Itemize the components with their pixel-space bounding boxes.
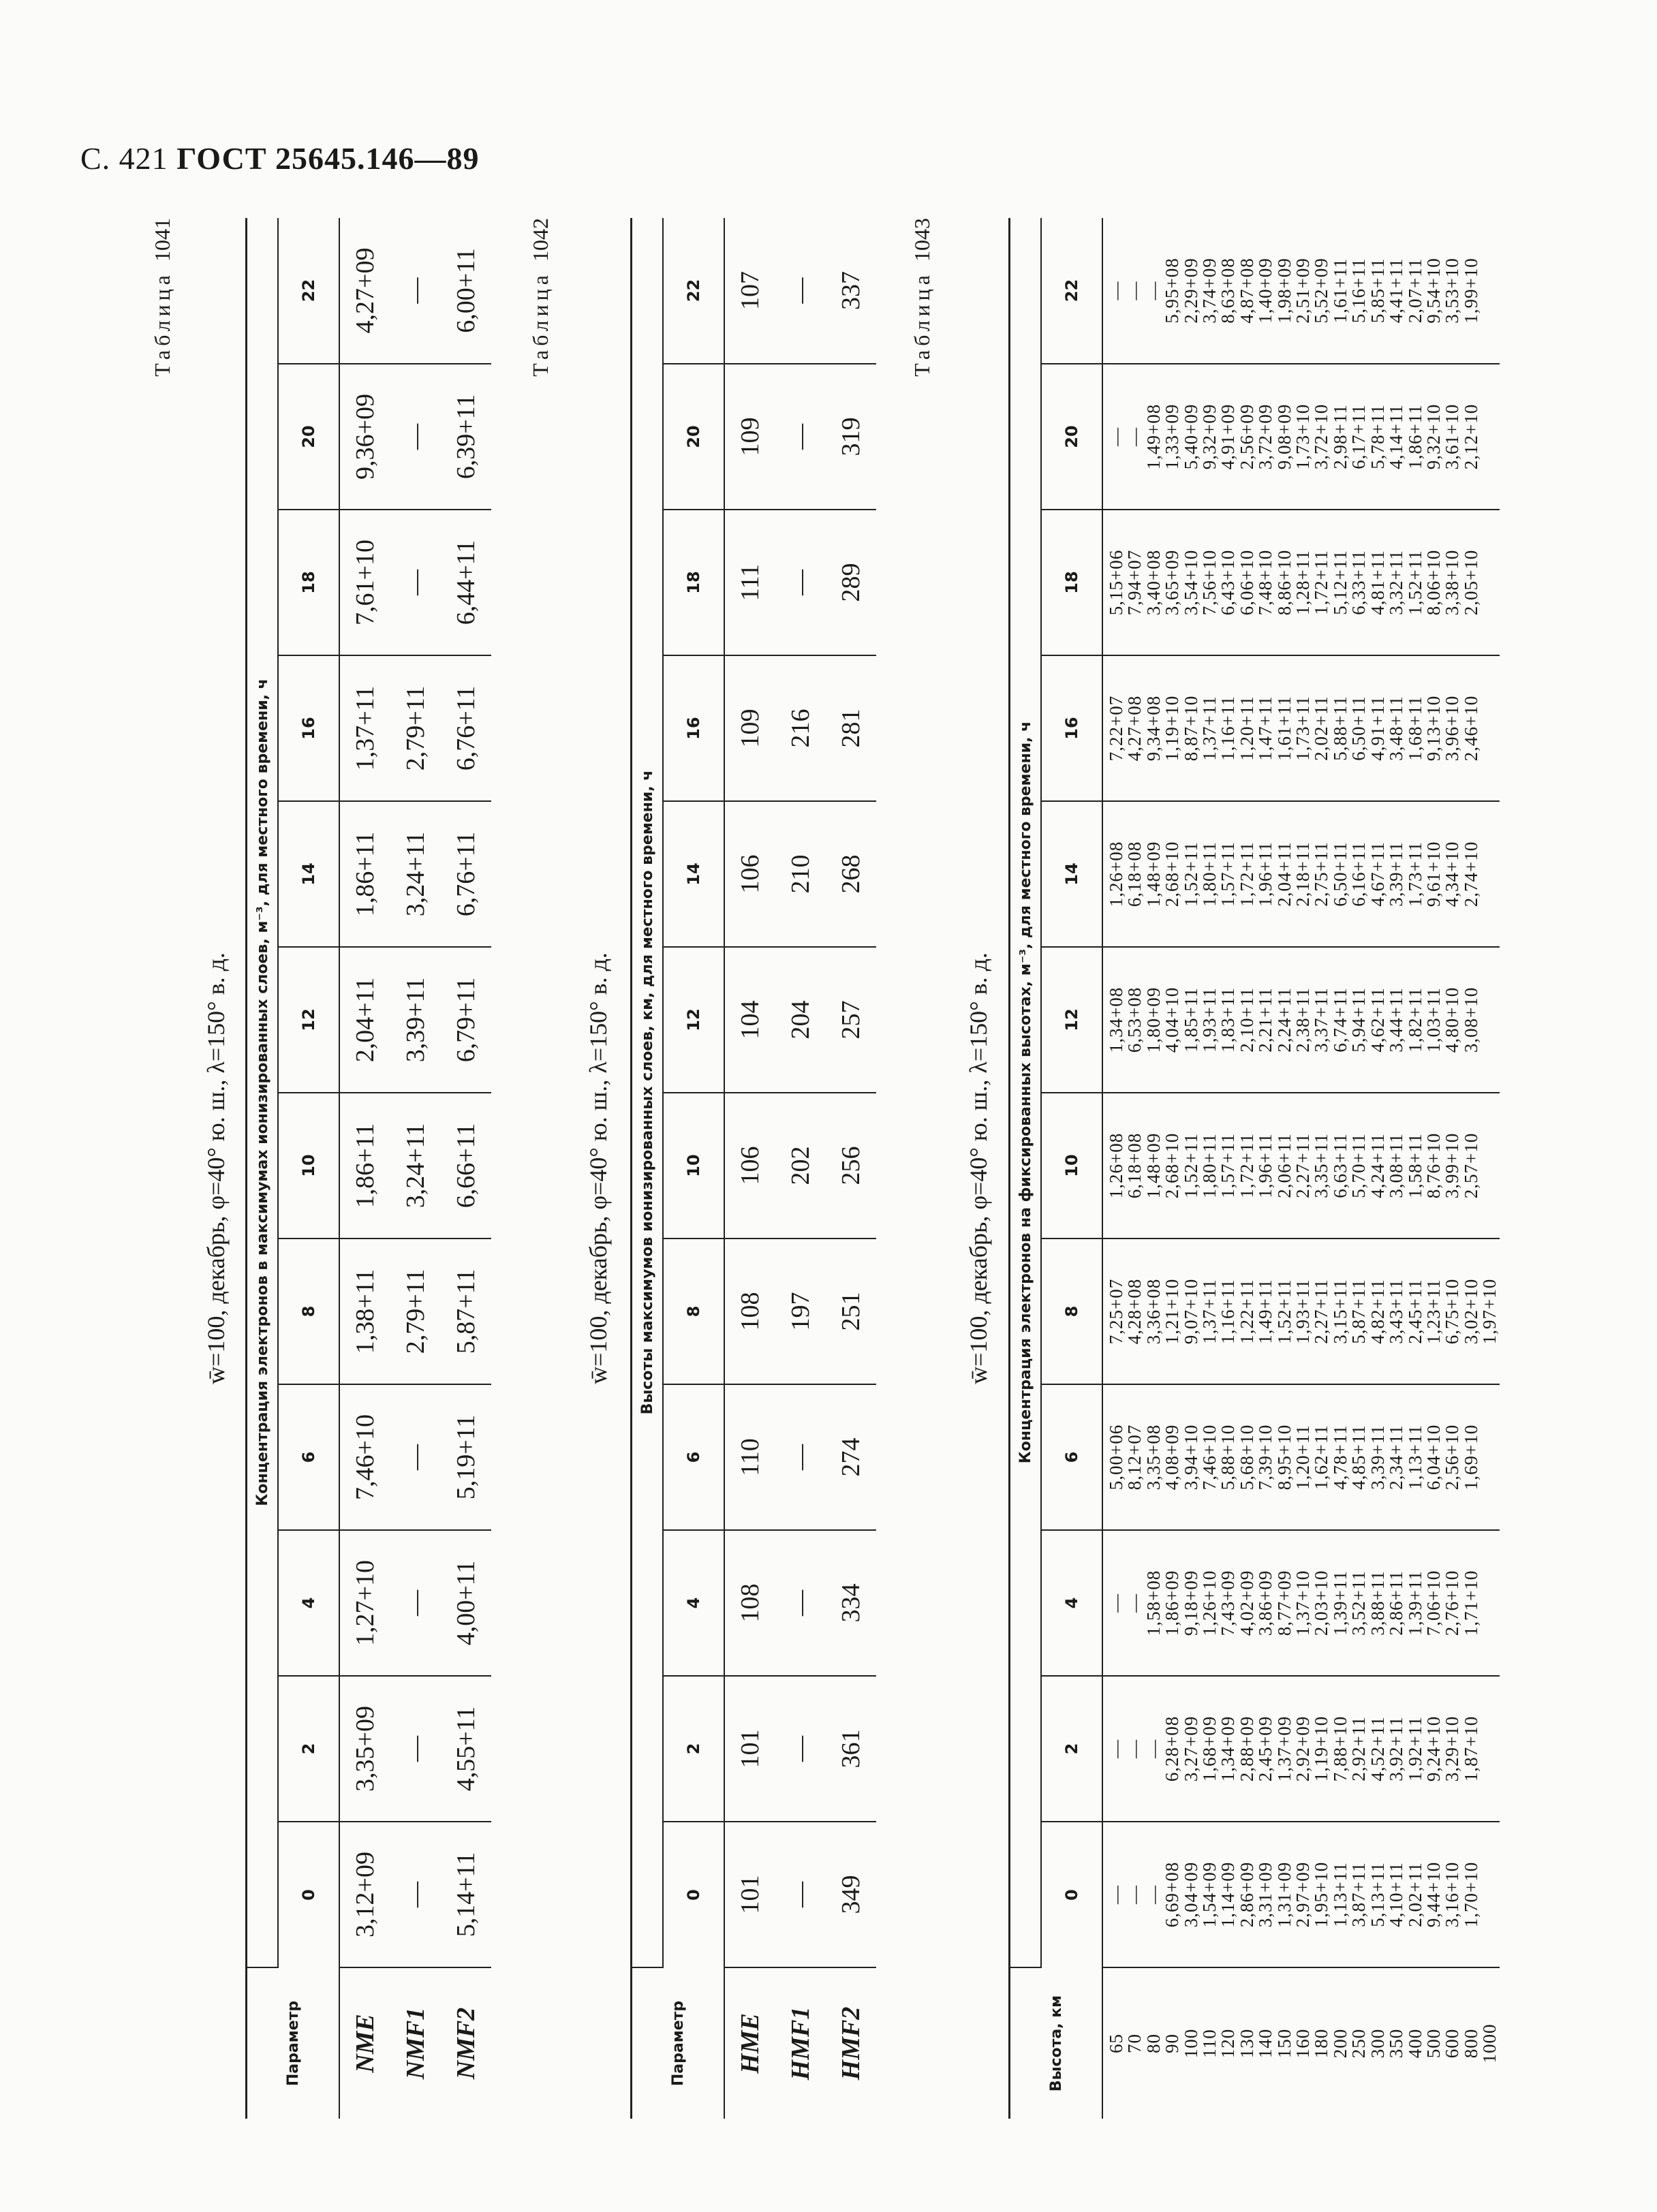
table-cell: 5,14+11: [441, 1822, 491, 1967]
table-cell: —: [390, 1822, 441, 1967]
table-cell: —: [775, 364, 826, 510]
table-cell: 197: [775, 1239, 826, 1384]
table-subtitle: w̄=100, декабрь, φ=40° ю. ш., λ=150° в. д.: [202, 952, 230, 1384]
table-cell: 110: [724, 1384, 775, 1530]
table-cell: 268: [826, 801, 876, 947]
value-column: 7,22+07 4,27+08 9,34+08 1,19+10 8,87+10 1,37+11 1,16+11 1,20+11 1,47+11 1,61+11 1,73+11 2,02+11 5,88+11 6,50+11 4,91+11 3,48+11 1,68+11 9,13+10 3,96+10 2,46+10: [1102, 655, 1500, 801]
table-cell: —: [390, 1384, 441, 1530]
table-cell: 210: [775, 801, 826, 947]
table-cell: 108: [724, 1239, 775, 1384]
param-name: NMF1: [401, 2007, 430, 2080]
table-cell: 251: [826, 1239, 876, 1384]
table-cell: 1,27+10: [339, 1530, 390, 1676]
hour-header: 12: [278, 947, 339, 1093]
table-cell: —: [775, 1676, 826, 1822]
table-cell: 2,04+11: [339, 947, 390, 1093]
hour-header: 14: [663, 801, 724, 947]
hour-header: 8: [1041, 1239, 1102, 1384]
rotated-content: [116, 218, 1533, 2119]
hour-header: 10: [663, 1093, 724, 1239]
group-header: Высоты максимумов ионизированных слоев, км, для местного времени, ч: [632, 218, 664, 1967]
hour-header: 16: [663, 655, 724, 801]
param-name: HMF2: [837, 2006, 865, 2081]
value-column: 7,25+07 4,28+08 3,36+08 1,21+10 9,07+10 1,37+11 1,16+11 1,22+11 1,49+11 1,52+11 1,93+11 2,27+11 3,15+11 5,87+11 4,82+11 3,43+11 2,45+11 1,23+11 6,75+10 3,02+10 1,97+10: [1102, 1239, 1500, 1384]
param-name: HMF1: [786, 2006, 815, 2081]
hour-header: 2: [1041, 1676, 1102, 1822]
table-cell: —: [775, 1822, 826, 1967]
hour-header: 0: [278, 1822, 339, 1967]
hour-header: 4: [1041, 1530, 1102, 1676]
table-cell: 3,12+09: [339, 1822, 390, 1967]
table-cell: 6,00+11: [441, 218, 491, 364]
table-cell: 106: [724, 801, 775, 947]
hour-header: 0: [1041, 1822, 1102, 1967]
table-cell: 111: [724, 510, 775, 655]
table-cell: —: [775, 510, 826, 655]
table-cell: 3,24+11: [390, 1093, 441, 1239]
table-cell: 6,76+11: [441, 801, 491, 947]
page-header: [80, 140, 480, 176]
table-cell: 337: [826, 218, 876, 364]
table-cell: —: [390, 1530, 441, 1676]
table-cell: —: [390, 364, 441, 510]
table-cell: —: [390, 510, 441, 655]
height-column: 65 70 80 90 100 110 120 130 140 150 160 180 200 250 300 350 400 500 600 800 1000: [1106, 2023, 1500, 2063]
table-1043: [1008, 218, 1500, 2119]
hour-header: 18: [278, 510, 339, 655]
table-cell: 361: [826, 1676, 876, 1822]
hour-header: 4: [663, 1530, 724, 1676]
page-number: С. 421: [80, 141, 168, 176]
value-column: 5,15+06 7,94+07 3,40+08 3,65+09 3,54+10 7,56+10 6,43+10 6,06+10 7,48+10 8,86+10 1,28+11 1,72+11 5,12+11 6,33+11 4,81+11 3,32+11 1,52+11 8,06+10 3,38+10 2,05+10: [1102, 510, 1500, 655]
value-column: — — 1,49+08 1,33+09 5,40+09 9,32+09 4,91+09 2,56+09 3,72+09 9,08+09 1,73+10 3,72+10 2,98+11 6,17+11 5,78+11 4,14+11 1,86+11 9,32+10 3,61+10 2,12+10: [1102, 364, 1500, 510]
table-cell: —: [390, 218, 441, 364]
table-cell: 5,87+11: [441, 1239, 491, 1384]
table-cell: 1,86+11: [339, 801, 390, 947]
table-cell: 2,79+11: [390, 1239, 441, 1384]
hour-header: 6: [663, 1384, 724, 1530]
value-column: 1,34+08 6,53+08 1,80+09 4,04+10 1,85+11 1,93+11 1,83+11 2,10+11 2,21+11 2,24+11 2,38+11 3,37+11 6,74+11 5,94+11 4,62+11 3,44+11 1,82+11 1,03+11 4,80+10 3,08+10: [1102, 947, 1500, 1093]
hour-header: 22: [663, 218, 724, 364]
hour-header: 12: [663, 947, 724, 1093]
hour-header: 18: [663, 510, 724, 655]
hour-header: 4: [278, 1530, 339, 1676]
hour-header: 16: [278, 655, 339, 801]
table-row: [724, 218, 775, 2119]
hour-header: 14: [278, 801, 339, 947]
table-cell: —: [390, 1676, 441, 1822]
table-cell: 2,79+11: [390, 655, 441, 801]
hour-header: 14: [1041, 801, 1102, 947]
table-cell: 108: [724, 1530, 775, 1676]
table-cell: 1,37+11: [339, 655, 390, 801]
table-cell: 289: [826, 510, 876, 655]
table-label: Таблица 1041: [150, 218, 174, 377]
value-column: — — — 6,28+08 3,27+09 1,68+09 1,34+09 2,88+09 2,45+09 1,37+09 2,92+09 1,19+10 7,88+10 2,92+11 4,52+11 3,92+11 1,92+11 9,24+10 3,29+10 1,87+10: [1102, 1676, 1500, 1822]
table-cell: 109: [724, 655, 775, 801]
table-cell: 3,35+09: [339, 1676, 390, 1822]
value-column: — — 1,58+08 1,86+09 9,18+09 1,26+10 7,43+09 4,02+09 3,86+09 8,77+09 1,37+10 2,03+10 1,39+11 3,52+11 3,88+11 2,86+11 1,39+11 7,06+10 2,76+10 1,71+10: [1102, 1530, 1500, 1676]
table-cell: 256: [826, 1093, 876, 1239]
hour-header: 6: [278, 1384, 339, 1530]
table-cell: 107: [724, 218, 775, 364]
table-cell: 257: [826, 947, 876, 1093]
group-header: Концентрация электронов на фиксированных высотах, м⁻³, для местного времени, ч: [1010, 218, 1042, 1967]
table-cell: 4,27+09: [339, 218, 390, 364]
table-label: Таблица 1042: [528, 218, 553, 377]
standard-code: ГОСТ 25645.146—89: [176, 141, 480, 176]
table-cell: 1,86+11: [339, 1093, 390, 1239]
hour-header: 2: [663, 1676, 724, 1822]
table-cell: 3,24+11: [390, 801, 441, 947]
group-header: Концентрация электронов в максимумах ионизированных слоев, м⁻³, для местного времени, ч: [247, 218, 279, 1967]
param-header: Параметр: [247, 1967, 340, 2119]
table-cell: 6,44+11: [441, 510, 491, 655]
hour-header: 12: [1041, 947, 1102, 1093]
table-cell: 6,79+11: [441, 947, 491, 1093]
table-1041: [245, 218, 491, 2119]
hour-header: 8: [663, 1239, 724, 1384]
table-cell: 6,66+11: [441, 1093, 491, 1239]
table-label: Таблица 1043: [910, 218, 934, 377]
table-1042-block: [501, 218, 882, 2119]
value-column: — — — 5,95+08 2,29+09 3,74+09 8,63+08 4,87+08 1,40+09 1,98+09 2,51+09 5,52+09 1,61+11 5,16+11 5,85+11 4,41+11 2,07+11 9,54+10 3,53+10 1,99+10: [1102, 218, 1500, 364]
table-cell: 1,38+11: [339, 1239, 390, 1384]
table-cell: —: [775, 1530, 826, 1676]
table-row: [826, 218, 876, 2119]
table-1042: [630, 218, 876, 2119]
table-1041-block: [116, 218, 501, 2119]
hour-header: 22: [1041, 218, 1102, 364]
param-name: HME: [736, 2013, 764, 2074]
table-cell: 4,55+11: [441, 1676, 491, 1822]
value-column: 1,26+08 6,18+08 1,48+09 2,68+10 1,52+11 1,80+11 1,57+11 1,72+11 1,96+11 2,04+11 2,18+11 2,75+11 6,50+11 6,16+11 4,67+11 3,39+11 1,73+11 9,61+10 4,34+10 2,74+10: [1102, 801, 1500, 947]
table-cell: 101: [724, 1822, 775, 1967]
table-cell: 5,19+11: [441, 1384, 491, 1530]
table-cell: 274: [826, 1384, 876, 1530]
hour-header: 22: [278, 218, 339, 364]
height-header: Высота, км: [1010, 1967, 1103, 2119]
table-row: [390, 218, 441, 2119]
table-subtitle: w̄=100, декабрь, φ=40° ю. ш., λ=150° в. д.: [965, 952, 992, 1384]
table-cell: 216: [775, 655, 826, 801]
param-header: Параметр: [632, 1967, 725, 2119]
table-cell: 106: [724, 1093, 775, 1239]
table-cell: 4,00+11: [441, 1530, 491, 1676]
table-row: [441, 218, 491, 2119]
table-cell: 6,76+11: [441, 655, 491, 801]
table-cell: 7,61+10: [339, 510, 390, 655]
table-cell: —: [775, 1384, 826, 1530]
param-name: NME: [351, 2014, 380, 2073]
value-column: 5,00+06 8,12+07 3,35+08 4,08+09 3,94+10 7,46+10 5,88+10 5,68+10 7,39+10 8,95+10 1,20+11 1,62+11 4,78+11 4,85+11 3,39+11 2,34+11 1,13+11 6,04+10 2,56+10 1,69+10: [1102, 1384, 1500, 1530]
hour-header: 20: [663, 364, 724, 510]
hour-header: 18: [1041, 510, 1102, 655]
table-cell: 319: [826, 364, 876, 510]
hour-header: 10: [1041, 1093, 1102, 1239]
table-cell: 202: [775, 1093, 826, 1239]
table-cell: 109: [724, 364, 775, 510]
table-1043-block: [882, 218, 1533, 2119]
hour-header: 2: [278, 1676, 339, 1822]
hour-header: 8: [278, 1239, 339, 1384]
hour-header: 6: [1041, 1384, 1102, 1530]
hour-header: 16: [1041, 655, 1102, 801]
table-cell: 349: [826, 1822, 876, 1967]
table-cell: 204: [775, 947, 826, 1093]
table-subtitle: w̄=100, декабрь, φ=40° ю. ш., λ=150° в. д.: [585, 952, 612, 1384]
table-cell: 6,39+11: [441, 364, 491, 510]
table-row: [775, 218, 826, 2119]
hour-header: 10: [278, 1093, 339, 1239]
table-row: [1102, 218, 1500, 2119]
table-cell: 281: [826, 655, 876, 801]
table-cell: 3,39+11: [390, 947, 441, 1093]
value-column: — — — 6,69+08 3,04+09 1,54+09 1,14+09 2,86+09 3,31+09 1,31+09 2,97+09 1,95+10 1,13+11 3,87+11 5,13+11 4,10+11 2,02+11 9,44+10 3,16+10 1,70+10: [1102, 1822, 1500, 1967]
hour-header: 20: [278, 364, 339, 510]
table-cell: 9,36+09: [339, 364, 390, 510]
table-cell: 334: [826, 1530, 876, 1676]
table-row: [339, 218, 390, 2119]
table-cell: 7,46+10: [339, 1384, 390, 1530]
table-cell: 101: [724, 1676, 775, 1822]
param-name: NMF2: [452, 2007, 480, 2080]
value-column: 1,26+08 6,18+08 1,48+09 2,68+10 1,52+11 1,80+11 1,57+11 1,72+11 1,96+11 2,06+11 2,27+11 3,35+11 6,63+11 5,70+11 4,24+11 3,08+11 1,58+11 8,76+10 3,99+10 2,57+10: [1102, 1093, 1500, 1239]
table-cell: —: [775, 218, 826, 364]
hour-header: 0: [663, 1822, 724, 1967]
table-cell: 104: [724, 947, 775, 1093]
hour-header: 20: [1041, 364, 1102, 510]
